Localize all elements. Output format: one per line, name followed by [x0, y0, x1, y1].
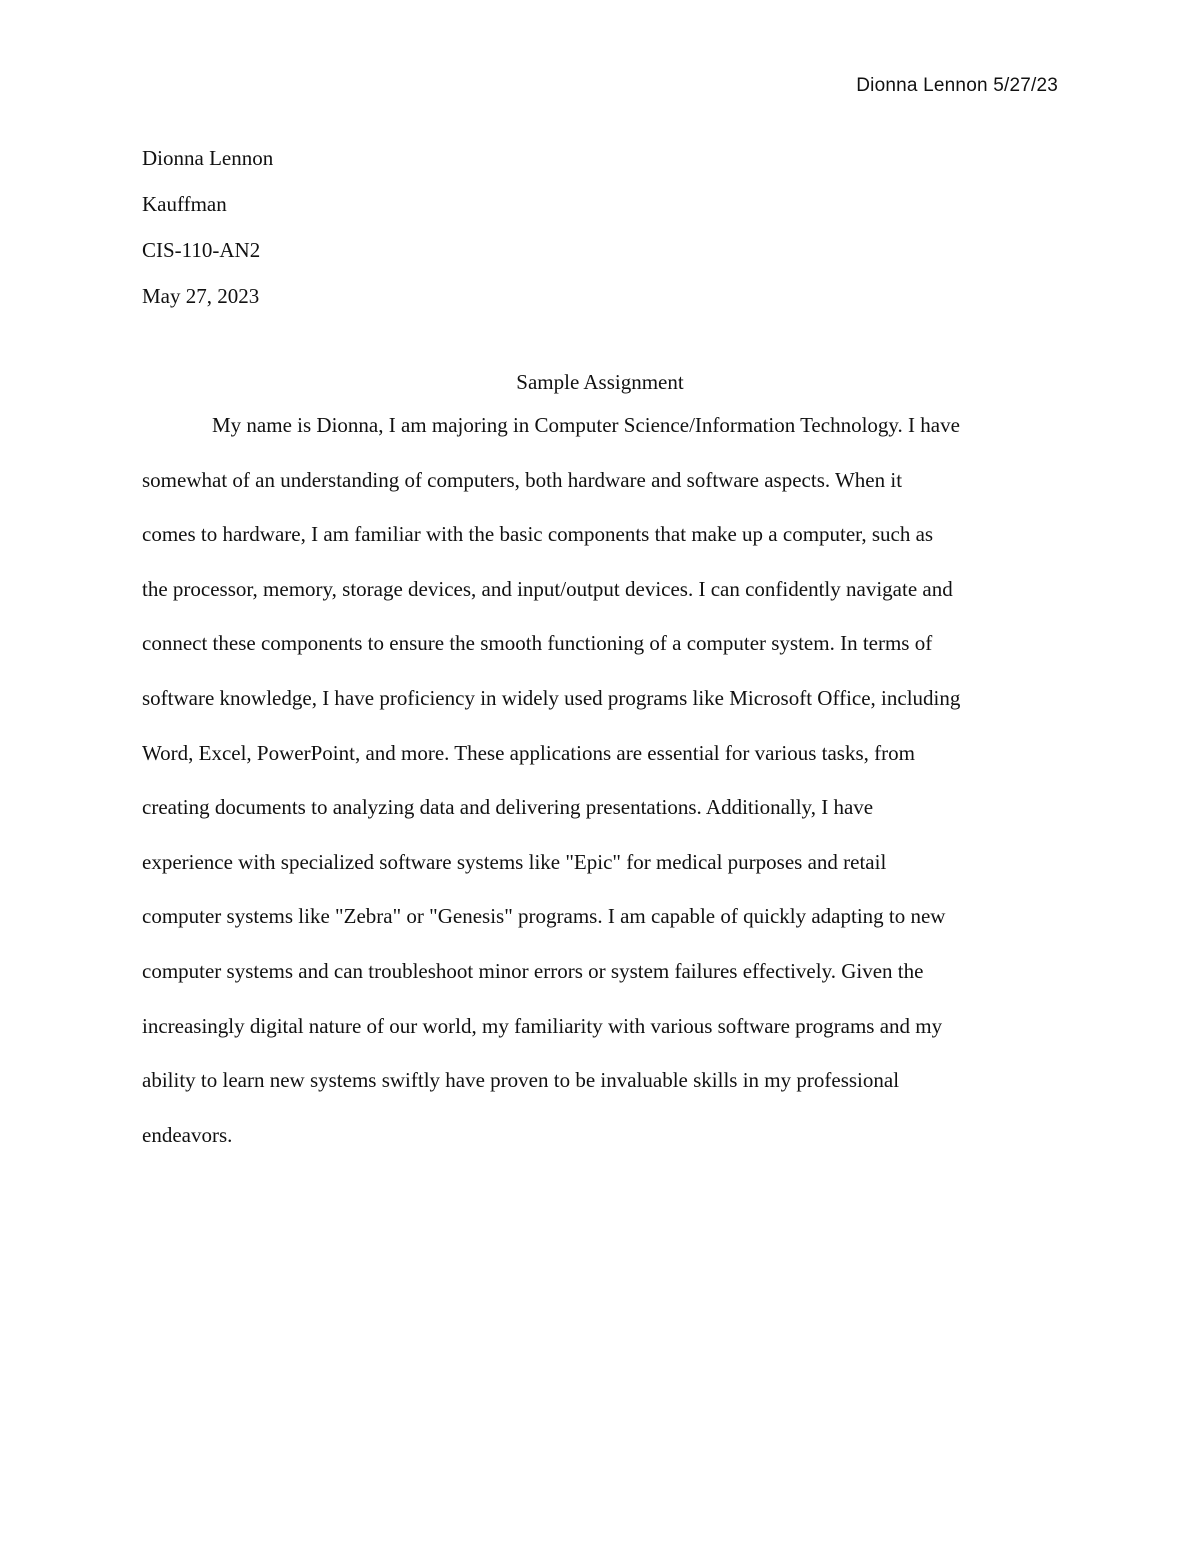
paragraph-line: Word, Excel, PowerPoint, and more. These applications are essential for various tasks, from	[142, 740, 915, 765]
paragraph-line: My name is Dionna, I am majoring in Computer Science/Information Technology. I have	[212, 413, 960, 437]
document-title: Sample Assignment	[516, 370, 684, 394]
instructor-name: Kauffman	[142, 192, 227, 216]
paragraph-line: endeavors.	[142, 1122, 233, 1147]
paragraph-line: creating documents to analyzing data and delivering presentations. Additionally, I have	[142, 795, 874, 820]
paragraph-line: ability to learn new systems swiftly have proven to be invaluable skills in my professional	[142, 1068, 900, 1093]
body-paragraph	[142, 410, 1072, 1174]
paragraph-line: experience with specialized software systems like "Epic" for medical purposes and retail	[142, 849, 887, 874]
paragraph-line: comes to hardware, I am familiar with the basic components that make up a computer, such as	[142, 522, 934, 547]
running-header: Dionna Lennon 5/27/23	[856, 75, 1058, 96]
paragraph-line: computer systems like "Zebra" or "Genesis" programs. I am capable of quickly adapting to new	[142, 904, 946, 929]
paragraph-line: computer systems and can troubleshoot minor errors or system failures effectively. Given the	[142, 958, 924, 983]
student-heading-block	[142, 144, 273, 328]
student-name: Dionna Lennon	[142, 146, 274, 170]
assignment-date: May 27, 2023	[142, 284, 260, 308]
paragraph-line: connect these components to ensure the smooth functioning of a computer system. In terms of	[142, 631, 933, 656]
paragraph-line: the processor, memory, storage devices, and input/output devices. I can confidently navigate and	[142, 576, 953, 601]
course-code: CIS-110-AN2	[142, 238, 261, 262]
paragraph-line: software knowledge, I have proficiency in widely used programs like Microsoft Office, including	[142, 685, 961, 710]
paragraph-line: somewhat of an understanding of computers, both hardware and software aspects. When it	[142, 467, 903, 492]
paragraph-line: increasingly digital nature of our world, my familiarity with various software programs and my	[142, 1013, 943, 1038]
